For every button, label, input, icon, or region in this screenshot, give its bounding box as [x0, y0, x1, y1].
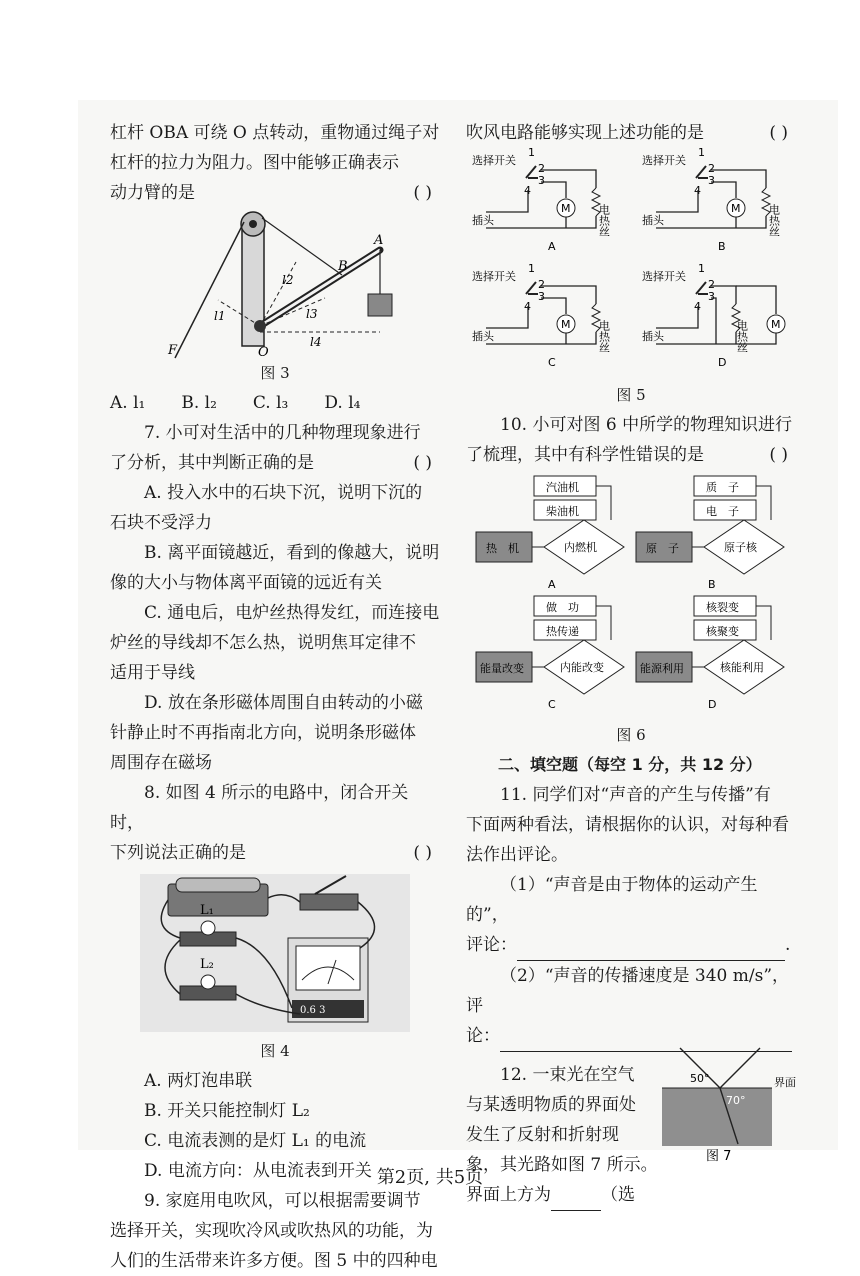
q12-line: 与某透明物质的界面处 [466, 1095, 636, 1115]
reflected-ray [720, 1048, 760, 1088]
q11-comment2-label: 论： [466, 1026, 500, 1046]
svg-text:热传递: 热传递 [546, 625, 579, 638]
svg-text:C: C [548, 356, 556, 369]
svg-text:选择开关: 选择开关 [642, 154, 686, 167]
svg-text:质 子: 质 子 [706, 481, 739, 494]
option-b: B. l₂ [181, 393, 217, 413]
q6-line: 动力臂的是 [110, 183, 195, 203]
svg-text:3: 3 [538, 174, 545, 187]
answer-paren: ( ) [413, 183, 432, 203]
svg-text:A: A [548, 240, 556, 253]
svg-text:D: D [708, 698, 717, 711]
label-A: A [374, 233, 384, 248]
q8-option-b: B. 开关只能控制灯 L₂ [144, 1101, 310, 1121]
q6-line: 杠杆 OBA 可绕 O 点转动，重物通过绳子对 [110, 123, 440, 143]
svg-text:1: 1 [698, 146, 705, 159]
label-l4: l4 [310, 335, 322, 349]
panel-b [636, 476, 784, 591]
svg-text:D: D [718, 356, 727, 369]
switch [300, 894, 358, 910]
panel-a [476, 476, 624, 591]
svg-text:M: M [771, 318, 781, 331]
meter-terminals: 0.6 3 [300, 1005, 326, 1016]
svg-text:M: M [731, 202, 741, 215]
svg-text:B: B [708, 578, 716, 591]
svg-text:电热丝: 电热丝 [735, 320, 749, 353]
q11-line: 11. 同学们对“声音的产生与传播”有 [500, 785, 771, 805]
q9-line: 人们的生活带来许多方便。图 5 中的四种电 [110, 1251, 438, 1271]
figure-caption: 图 7 [706, 1149, 732, 1164]
q7-option-c: 炉丝的导线却不怎么热，说明焦耳定律不 [110, 633, 416, 653]
panel-d [636, 596, 784, 711]
label-l2: l2 [282, 273, 294, 287]
svg-text:1: 1 [698, 262, 705, 275]
q7-stem: 7. 小可对生活中的几种物理现象进行 [144, 423, 421, 443]
option-a: A. l₁ [110, 393, 146, 413]
svg-text:2: 2 [538, 162, 545, 175]
pivot [254, 320, 266, 332]
svg-text:3: 3 [538, 290, 545, 303]
label-l1: l1 [214, 309, 226, 323]
light-refraction-figure [662, 1044, 796, 1164]
right-column: 吹风电路能够实现上述功能的是 ( ) 选择开关 1 2 3 4 M 电热丝 插头 A 选择开关 1 2 3 4 M 电热丝 插头 B 选择开关 1 2 3 4 M 电热丝 插头 C 选择开关 1 2 3 4 电热丝 M 插头 D 图 5 10. 小可对图 6 中所学的物理知识进行 了梳理，其中有科学性错误的是 ( ) 汽油机 柴油机 热 机 内燃机 A 质 子 电 子 原 子 原子核 B 做 功 热传递 能量改变 内能改变 C 核裂变 核聚变 能源利用 核能利用 D 图 6 二、填空题（每空 1 分，共 12 分） 11. 同学们对“声音的产生与传播”有 下面两种看法，请根据你的认识，对每种看 法作出评论。 （1）“声音是由于物体的运动产生的”， 评论： . （2）“声音的传播速度是 340 m/s”，评 论： 12. 一束光在空气 与某透明物质的界面处 发生了反射和折射现 象，其光路如图 7 所示。 界面上方为 （选 50° 70° 界面 图 7 [466, 118, 796, 1210]
knowledge-map-figure [466, 470, 796, 720]
hairdryer-circuits-figure [466, 148, 796, 380]
svg-text:做 功: 做 功 [546, 601, 579, 614]
option-c: C. l₃ [252, 393, 289, 413]
answer-paren: ( ) [413, 843, 432, 863]
q9-line: 选择开关，实现吹冷风或吹热风的功能，为 [110, 1221, 433, 1241]
answer-paren: ( ) [413, 453, 432, 473]
q12-line: 象，其光路如图 7 所示。 [466, 1155, 658, 1175]
svg-text:M: M [561, 318, 571, 331]
svg-text:电热丝: 电热丝 [597, 320, 611, 353]
circuit-d [642, 262, 785, 369]
figure-caption: 图 4 [260, 1042, 290, 1060]
svg-text:4: 4 [524, 184, 531, 197]
q7-option-b: 像的大小与物体离平面镜的远近有关 [110, 573, 382, 593]
q8-option-d: D. 电流方向：从电流表到开关 [144, 1161, 372, 1181]
svg-text:电 子: 电 子 [706, 505, 739, 518]
q11-line: 法作出评论。 [466, 845, 568, 865]
svg-text:内燃机: 内燃机 [564, 541, 597, 554]
svg-text:选择开关: 选择开关 [642, 270, 686, 283]
svg-text:插头: 插头 [642, 330, 664, 343]
figure-caption: 图 6 [616, 726, 646, 744]
svg-text:原 子: 原 子 [646, 542, 679, 555]
svg-text:汽油机: 汽油机 [546, 481, 579, 494]
svg-text:选择开关: 选择开关 [472, 270, 516, 283]
svg-text:4: 4 [694, 184, 701, 197]
q12-tail: （选 [601, 1185, 635, 1205]
figure-caption: 图 3 [260, 364, 290, 382]
svg-text:A: A [548, 578, 556, 591]
svg-text:4: 4 [694, 300, 701, 313]
q11-item2: （2）“声音的传播速度是 340 m/s”，评 [466, 966, 790, 1016]
q7-option-a: 石块不受浮力 [110, 513, 212, 533]
svg-text:原子核: 原子核 [724, 541, 757, 554]
svg-text:内能改变: 内能改变 [560, 661, 604, 674]
angle-label-1: 50° [690, 1072, 710, 1085]
q12-line: 12. 一束光在空气 [500, 1065, 635, 1085]
label-l2: L₂ [200, 957, 214, 972]
q7-option-d: D. 放在条形磁体周围自由转动的小磁 [144, 693, 423, 713]
angle-label-2: 70° [726, 1094, 746, 1107]
svg-text:3: 3 [708, 174, 715, 187]
q7-option-b: B. 离平面镜越近，看到的像越大，说明 [144, 543, 440, 563]
panel-c [476, 596, 624, 711]
lever-figure [110, 208, 440, 358]
label-F: F [168, 343, 178, 358]
label-B: B [338, 259, 348, 274]
q7-stem: 了分析，其中判断正确的是 [110, 453, 314, 473]
q11-comment1-label: 评论： [466, 935, 517, 955]
svg-text:3: 3 [708, 290, 715, 303]
circuit-a [472, 146, 611, 253]
weight-block [368, 294, 392, 316]
q8-option-a: A. 两灯泡串联 [144, 1071, 253, 1091]
svg-text:能源利用: 能源利用 [640, 662, 684, 675]
rope [262, 218, 342, 275]
svg-text:2: 2 [708, 278, 715, 291]
svg-text:插头: 插头 [642, 214, 664, 227]
q6-options [110, 388, 440, 418]
svg-text:2: 2 [538, 278, 545, 291]
q8-stem: 下列说法正确的是 [110, 843, 246, 863]
svg-text:核裂变: 核裂变 [706, 601, 739, 614]
circuit-c [472, 262, 611, 369]
q10-stem: 10. 小可对图 6 中所学的物理知识进行 [500, 415, 793, 435]
q7-option-d: 针静止时不再指南北方向，说明条形磁体 [110, 723, 416, 743]
svg-text:电热丝: 电热丝 [597, 204, 611, 237]
svg-text:热 机: 热 机 [486, 542, 519, 555]
left-column [110, 118, 440, 1276]
svg-text:能量改变: 能量改变 [480, 662, 524, 675]
svg-text:电热丝: 电热丝 [767, 204, 781, 237]
q6-line: 杠杆的拉力为阻力。图中能够正确表示 [110, 153, 399, 173]
q11-line: 下面两种看法，请根据你的认识，对每种看 [466, 815, 789, 835]
figure-caption: 图 5 [616, 386, 646, 404]
svg-text:2: 2 [708, 162, 715, 175]
q7-option-a: A. 投入水中的石块下沉，说明下沉的 [144, 483, 423, 503]
q8-stem: 8. 如图 4 所示的电路中，闭合开关时， [110, 783, 409, 833]
svg-text:1: 1 [528, 262, 535, 275]
lamp-l2 [201, 975, 215, 989]
circuit-figure [110, 868, 440, 1036]
q11-item1: （1）“声音是由于物体的运动产生的”， [466, 875, 758, 925]
q7-option-d: 周围存在磁场 [110, 753, 212, 773]
q7-option-c: C. 通电后，电炉丝热得发红，而连接电 [144, 603, 440, 623]
svg-text:M: M [561, 202, 571, 215]
q12-line: 发生了反射和折射现 [466, 1125, 619, 1145]
label-l3: l3 [306, 307, 318, 321]
svg-text:核聚变: 核聚变 [706, 625, 739, 638]
circuit-b [642, 146, 781, 253]
svg-text:插头: 插头 [472, 214, 494, 227]
q7-option-c: 适用于导线 [110, 663, 195, 683]
svg-text:核能利用: 核能利用 [720, 661, 764, 674]
svg-text:B: B [718, 240, 726, 253]
section-title: 二、填空题（每空 1 分，共 12 分） [498, 755, 762, 774]
label-l1: L₁ [200, 903, 214, 918]
q9-line: 吹风电路能够实现上述功能的是 [466, 123, 704, 143]
svg-text:柴油机: 柴油机 [546, 505, 579, 518]
svg-text:C: C [548, 698, 556, 711]
transparent-medium [662, 1088, 772, 1146]
q10-stem: 了梳理，其中有科学性错误的是 [466, 445, 704, 465]
svg-text:4: 4 [524, 300, 531, 313]
svg-text:插头: 插头 [472, 330, 494, 343]
option-d: D. l₄ [324, 393, 361, 413]
answer-paren: ( ) [769, 123, 788, 143]
q12-line: 界面上方为 [466, 1185, 551, 1205]
q8-option-c: C. 电流表测的是灯 L₁ 的电流 [144, 1131, 367, 1151]
svg-text:1: 1 [528, 146, 535, 159]
interface-label: 界面 [774, 1076, 796, 1089]
answer-paren: ( ) [769, 445, 788, 465]
answer-blank[interactable] [517, 930, 785, 961]
switch-label: 选择开关 [472, 154, 516, 167]
label-O: O [258, 345, 269, 360]
page-footer: 第2页, 共5页 [376, 1167, 484, 1188]
lamp-l1 [201, 921, 215, 935]
rope [175, 222, 244, 358]
q9-line: 9. 家庭用电吹风，可以根据需要调节 [144, 1191, 421, 1211]
